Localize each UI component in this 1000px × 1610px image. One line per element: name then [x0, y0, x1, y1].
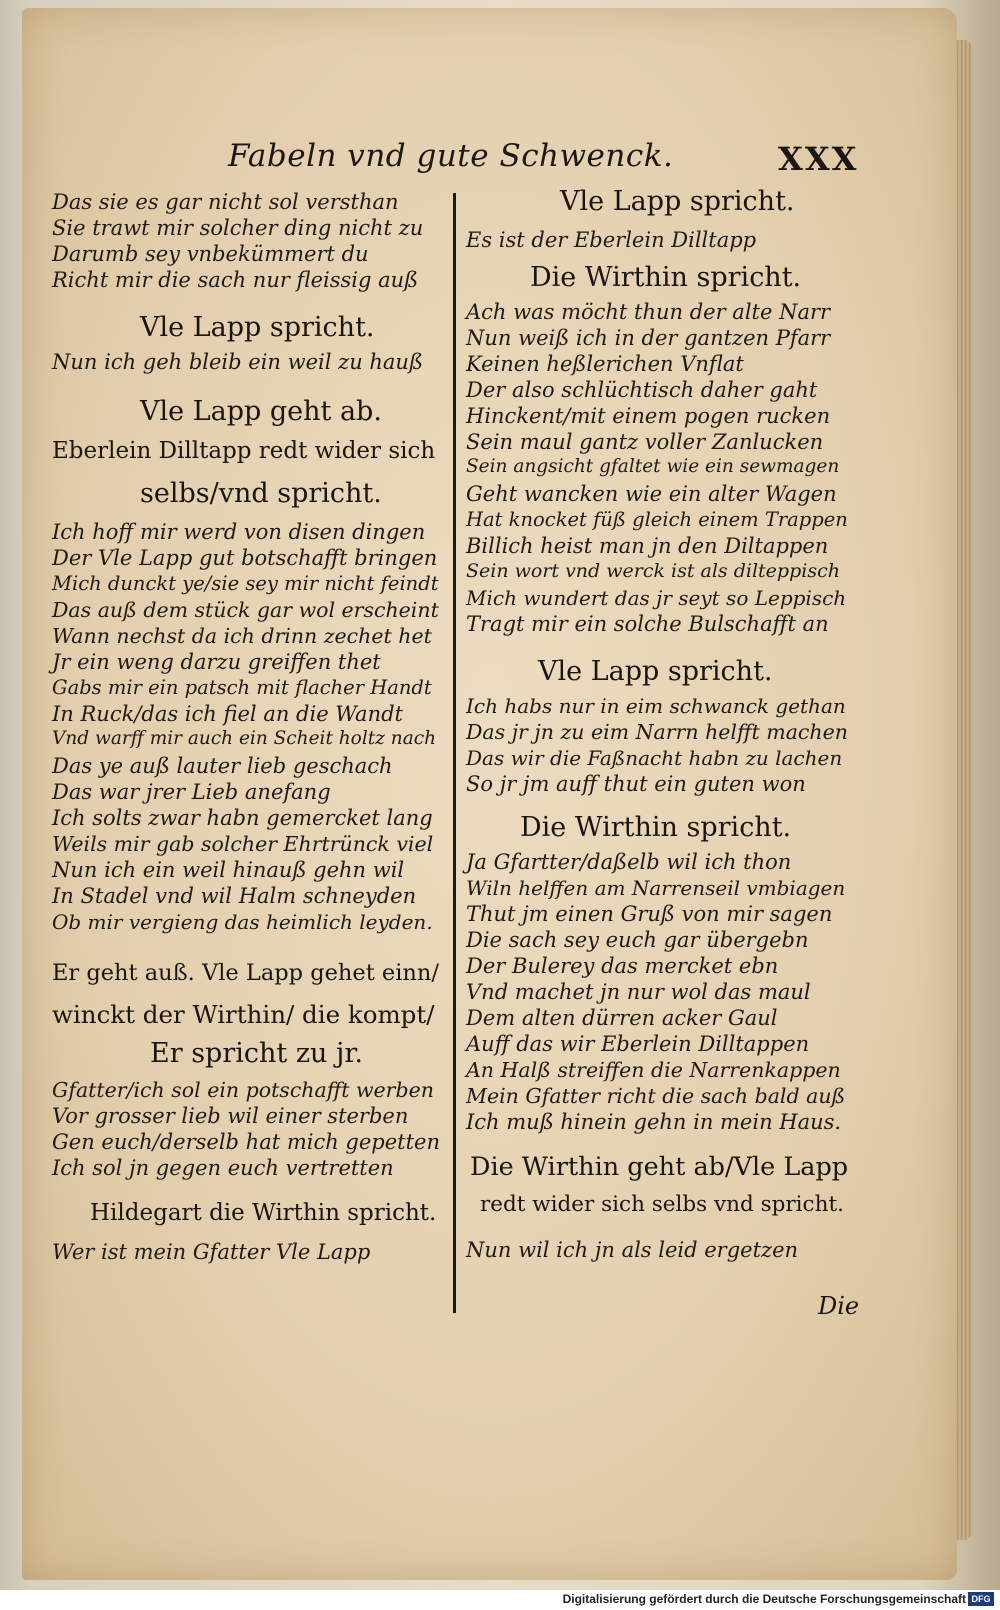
dfg-logo: DFG	[968, 1592, 994, 1606]
right-verse-line: Hinckent/mit einem pogen rucken	[466, 404, 831, 428]
left-speaker-heading: Eberlein Dilltapp redt wider sich	[52, 438, 436, 464]
left-verse-line: Das auß dem stück gar wol erscheint	[52, 598, 439, 622]
folio-number: XXX	[778, 140, 859, 178]
left-verse-line: In Stadel vnd wil Halm schneyden	[52, 884, 417, 908]
right-speaker-heading: Die Wirthin geht ab/Vle Lapp	[470, 1152, 849, 1182]
left-verse-line: In Ruck/das ich fiel an die Wandt	[52, 702, 403, 726]
left-verse-line: Ob mir vergieng das heimlich leyden.	[52, 910, 433, 934]
left-verse-line: Ich hoff mir werd von disen dingen	[52, 520, 426, 544]
left-speaker-heading: selbs/vnd spricht.	[140, 478, 382, 509]
left-verse-line: Darumb sey vnbekümmert du	[52, 242, 369, 266]
right-verse-line: Tragt mir ein solche Bulschafft an	[466, 612, 829, 636]
right-verse-line: Ja Gfartter/daßelb wil ich thon	[466, 850, 792, 874]
left-speaker-heading: Vle Lapp geht ab.	[140, 396, 382, 427]
left-verse-line: Der Vle Lapp gut botschafft bringen	[52, 546, 438, 570]
left-verse-line: Jr ein weng darzu greiffen thet	[52, 650, 381, 674]
right-verse-line: Sein wort vnd werck ist als dilteppisch	[466, 560, 840, 582]
left-verse-line: Das sie es gar nicht sol versthan	[52, 190, 399, 214]
left-verse-line: Wann nechst da ich drinn zechet het	[52, 624, 432, 648]
right-verse-line: Ich habs nur in eim schwanck gethan	[466, 694, 846, 718]
right-verse-line: Billich heist man jn den Diltappen	[466, 534, 829, 558]
right-verse-line: Keinen heßlerichen Vnflat	[466, 352, 744, 376]
right-verse-line: Sein maul gantz voller Zanlucken	[466, 430, 824, 454]
left-verse-line: Gabs mir ein patsch mit flacher Handt	[52, 676, 432, 699]
right-verse-line: Vnd machet jn nur wol das maul	[466, 980, 811, 1004]
right-verse-line: Wiln helffen am Narrenseil vmbiagen	[466, 876, 846, 900]
right-verse-line: Sein angsicht gfaltet wie ein sewmagen	[466, 456, 840, 477]
left-verse-line: Gen euch/derselb hat mich gepetten	[52, 1130, 440, 1154]
right-speaker-heading: Die Wirthin spricht.	[530, 262, 802, 293]
left-speaker-heading: winckt der Wirthin/ die kompt/	[52, 1000, 435, 1029]
right-verse-line: Das jr jn zu eim Narrn helfft machen	[466, 720, 848, 744]
left-verse-line: Ich solts zwar habn gemercket lang	[52, 806, 433, 830]
right-verse-line: Der Bulerey das mercket ebn	[466, 954, 779, 978]
left-speaker-heading: Vle Lapp spricht.	[140, 312, 375, 343]
right-verse-line: Mich wundert das jr seyt so Leppisch	[466, 586, 847, 610]
footer-credit: Digitalisierung gefördert durch die Deutsche Forschungsgemeinschaft	[562, 1592, 966, 1606]
right-speaker-heading: Vle Lapp spricht.	[560, 186, 795, 217]
right-verse-line: Die sach sey euch gar übergebn	[466, 928, 809, 952]
left-verse-line: Das war jrer Lieb anefang	[52, 780, 331, 804]
left-speaker-heading: Er spricht zu jr.	[150, 1038, 363, 1069]
right-verse-line: So jr jm auff thut ein guten won	[466, 772, 806, 796]
left-verse-line: Mich dunckt ye/sie sey mir nicht feindt	[52, 572, 439, 595]
left-verse-line: Sie trawt mir solcher ding nicht zu	[52, 216, 424, 240]
left-speaker-heading: Hildegart die Wirthin spricht.	[90, 1200, 437, 1226]
left-verse-line: Weils mir gab solcher Ehrtrünck viel	[52, 832, 434, 856]
right-verse-line: Mein Gfatter richt die sach bald auß	[466, 1084, 846, 1108]
right-verse-line: Geht wancken wie ein alter Wagen	[466, 482, 837, 506]
running-title: Fabeln vnd gute Schwenck.	[228, 138, 674, 174]
right-speaker-heading: Die Wirthin spricht.	[520, 812, 792, 843]
right-verse-line: Das wir die Faßnacht habn zu lachen	[466, 746, 843, 770]
right-verse-line: Ach was möcht thun der alte Narr	[466, 300, 831, 324]
right-verse-line: Nun weiß ich in der gantzen Pfarr	[466, 326, 831, 350]
column-divider	[453, 193, 456, 1313]
left-verse-line: Wer ist mein Gfatter Vle Lapp	[52, 1240, 371, 1264]
right-speaker-heading: redt wider sich selbs vnd spricht.	[480, 1192, 844, 1217]
left-verse-line: Das ye auß lauter lieb geschach	[52, 754, 393, 778]
left-verse-line: Nun ich ein weil hinauß gehn wil	[52, 858, 405, 882]
right-verse-line: Der also schlüchtisch daher gaht	[466, 378, 818, 402]
left-verse-line: Vor grosser lieb wil einer sterben	[52, 1104, 409, 1128]
right-verse-line: Hat knocket füß gleich einem Trappen	[466, 508, 848, 531]
right-verse-line: Es ist der Eberlein Dilltapp	[466, 228, 757, 252]
right-verse-line: Dem alten dürren acker Gaul	[466, 1006, 778, 1030]
left-verse-line: Ich sol jn gegen euch vertretten	[52, 1156, 394, 1180]
left-verse-line: Nun ich geh bleib ein weil zu hauß	[52, 350, 423, 374]
left-verse-line: Gfatter/ich sol ein potschafft werben	[52, 1078, 434, 1102]
right-verse-line: Ich muß hinein gehn in mein Haus.	[466, 1110, 842, 1134]
right-speaker-heading: Vle Lapp spricht.	[538, 656, 773, 687]
catchword: Die	[818, 1292, 860, 1320]
right-verse-line: Thut jm einen Gruß von mir sagen	[466, 902, 833, 926]
right-verse-line: Auff das wir Eberlein Dilltappen	[466, 1032, 810, 1056]
left-verse-line: Richt mir die sach nur fleissig auß	[52, 268, 419, 292]
right-verse-line: An Halß streiffen die Narrenkappen	[466, 1058, 841, 1082]
right-verse-line: Nun wil ich jn als leid ergetzen	[466, 1238, 799, 1262]
left-verse-line: Vnd warff mir auch ein Scheit holtz nach	[52, 728, 437, 749]
left-speaker-heading: Er geht auß. Vle Lapp gehet einn/	[52, 960, 439, 986]
